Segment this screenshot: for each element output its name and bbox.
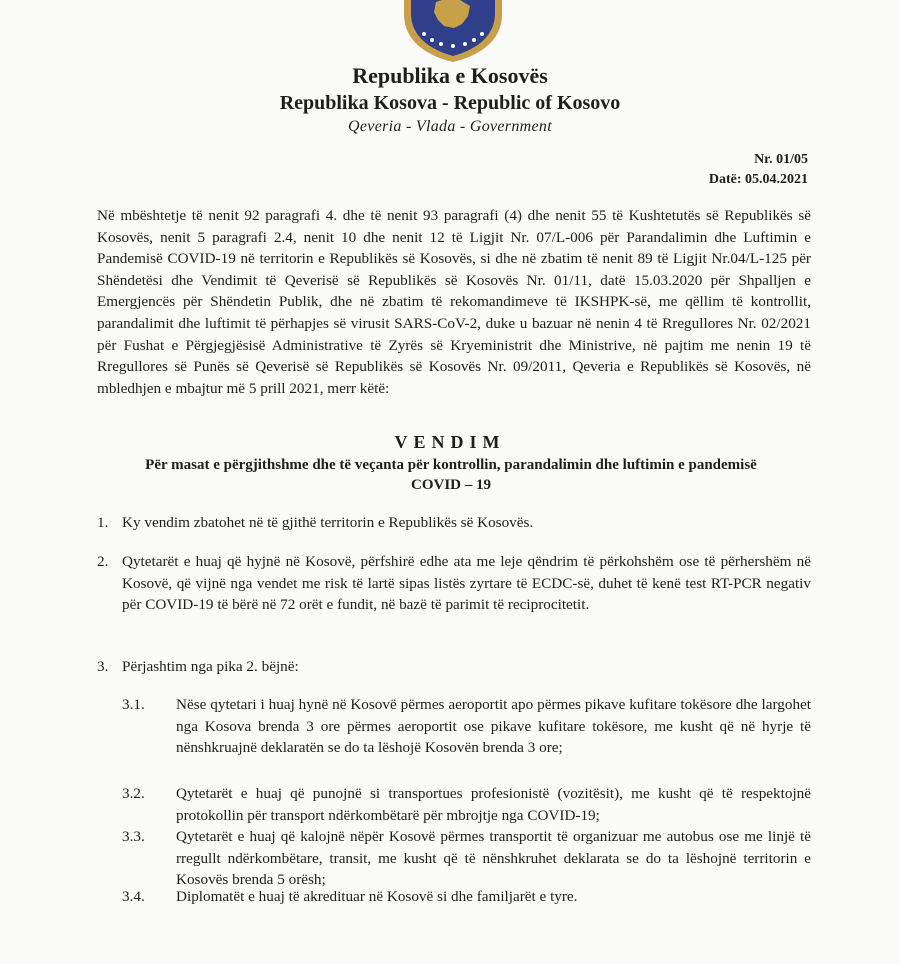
country-title-multilingual: Republika Kosova - Republic of Kosovo: [279, 92, 621, 114]
decision-date: Datë: 05.04.2021: [708, 172, 808, 187]
list-item: [97, 656, 811, 678]
list-item: [97, 512, 811, 534]
decision-number: Nr. 01/05: [754, 152, 808, 167]
list-item-number: 3.: [97, 658, 109, 675]
list-item-text: Ky vendim zbatohet në të gjithë territorin e Republikës së Kosovës.: [122, 514, 534, 531]
sub-list-item-text: Nëse qytetari i huaj hynë në Kosovë përmes aeroportit apo përmes pikave kufitare tokësore dhe largohet nga Kosova brenda 3 ore përmes aeroportit ose pikave kufitare tokësore, me kusht që në hyrje të nënshkruajnë deklaratën se do ta lëshojë Kosovën brenda 3 ore;: [176, 696, 811, 757]
list-item: [97, 551, 811, 616]
sub-list-item-number: 3.4.: [122, 888, 145, 905]
decision-subtitle: Për masat e përgjithshme dhe të veçanta për kontrollin, parandalimin dhe luftimin e pandemisë COVID – 19: [145, 457, 757, 493]
sub-list-item-text: Diplomatët e huaj të akredituar në Kosovë si dhe familjarët e tyre.: [176, 888, 578, 905]
decision-title: VENDIM: [394, 432, 506, 452]
sub-list-item: [122, 826, 811, 891]
country-title: Republika e Kosovës: [352, 63, 548, 88]
preamble-paragraph: Në mbështetje të nenit 92 paragrafi 4. dhe të nenit 93 paragrafi (4) dhe nenit 55 të Kushtetutës së Republikës së Kosovës, nenit 5 paragrafi 2.4, nenit 10 dhe nenit 12 të Ligjit Nr. 07/L-006 për Parandalimin dhe Luftimin e Pandemisë COVID-19 në territorin e Republikës së Kosovës, si dhe në zbatim të nenit 89 të Ligjit Nr.04/L-125 për Shëndetësi dhe Vendimit të Qeverisë së Republikës së Kosovës Nr. 01/11, datë 15.03.2020 për Shpalljen e Emergjencës për Shëndetin Publik, dhe në zbatim të rekomandimeve të IKSHPK-së, me qëllim të kontrollit, parandalimit dhe luftimit të përhapjes së virusit SARS-CoV-2, duke u bazuar në nenin 4 të Rregullores Nr. 02/2021 për Fushat e Përgjegjësisë Administrative të Zyrës së Kryeministrit dhe Ministrive, në pajtim me nenin 19 të Rregullores së Punës së Qeverisë së Republikës së Kosovës Nr. 09/2011, Qeveria e Republikës së Kosovës, në mbledhjen e mbajtur më 5 prill 2021, merr këtë:: [97, 207, 811, 397]
sub-list-item-text: Qytetarët e huaj që kalojnë nëpër Kosovë përmes transportit të organizuar me autobus ose me linjë të rregullt ndërkombëtare, transit, me kusht që të nënshkruhet deklarata se do ta lëshojnë territorin e Kosovës brenda 5 orësh;: [176, 828, 811, 889]
government-title: Qeveria - Vlada - Government: [348, 118, 552, 135]
kosovo-coat-of-arms-icon: [398, 0, 508, 62]
sub-list-item: [122, 886, 811, 908]
list-item-text: Përjashtim nga pika 2. bëjnë:: [122, 658, 299, 675]
list-item-number: 2.: [97, 553, 109, 570]
sub-list-item-number: 3.3.: [122, 828, 145, 845]
sub-list-item-text: Qytetarët e huaj që punojnë si transportues profesionistë (vozitësit), me kusht që të respektojnë protokollin për transport ndërkombëtarë për mbrojtje nga COVID-19;: [176, 785, 811, 824]
sub-list-item: [122, 694, 811, 759]
sub-list-item-number: 3.1.: [122, 696, 145, 713]
sub-list-item-number: 3.2.: [122, 785, 145, 802]
list-item-number: 1.: [97, 514, 109, 531]
list-item-text: Qytetarët e huaj që hyjnë në Kosovë, përfshirë edhe ata me leje qëndrim të përkohshëm ose të përhershëm në Kosovë, që vijnë nga vendet me risk të lartë sipas listës zyrtare të ECDC-së, duhet të kenë test RT-PCR negativ për COVID-19 të bërë në 72 orët e fundit, në bazë të parimit të reciprocitetit.: [122, 553, 811, 614]
sub-list-item: [122, 783, 811, 826]
